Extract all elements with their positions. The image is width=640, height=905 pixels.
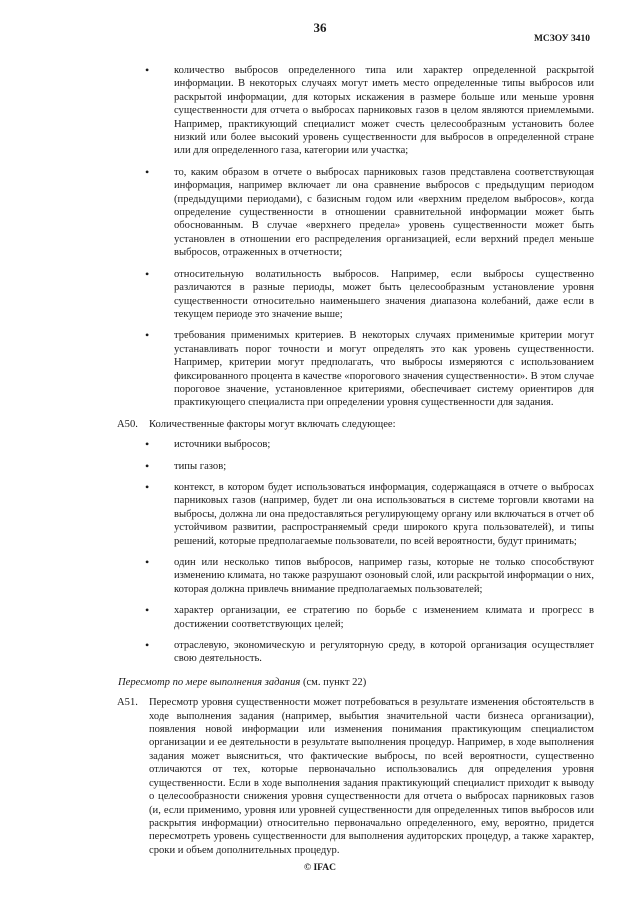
paragraph-a51 xyxy=(118,696,594,857)
bullet-list-a50 xyxy=(118,438,594,666)
list-item: • типы газов; xyxy=(174,460,594,473)
paragraph-number: A50. xyxy=(117,418,138,430)
subheading-italic: Пересмотр по мере выполнения задания xyxy=(118,676,301,688)
page-content xyxy=(118,64,594,864)
paragraph-text: Пересмотр уровня существенности может потребоваться в результате изменения обстоятельств в ходе выполнения задания (например, выбытия значительной части бизнеса организации), появления новой информации или изменения понимания практикующим специалистом организации и ее деятельности в результате выполнения процедур. Например, в ходе выполнения задания может выясниться, что фактические выбросы, по всей вероятности, существенно отличаются от тех, которые первоначально использовались для определения уровня существенности. Если в ходе выполнения задания практикующий специалист приходит к выводу о целесообразности снижения уровня существенности для отчета о выбросах парниковых газов (и, если применимо, уровня или уровней существенности для определенных типов выбросов или раскрытия информации) относительно первоначально определенного, ему, вероятно, придется пересмотреть уровень существенности для выполнения аудиторских процедур, а также характер, сроки и объем дополнительных процедур. xyxy=(149,697,594,856)
paragraph-number: A51. xyxy=(117,697,138,709)
list-item: • требования применимых критериев. В некоторых случаях применимые критерии могут устанавливать порог точности и могут определять это как уровень существенности. Например, критерии могут предполагать, что выбросы измеряются с использованием фиксированного процента в качестве «порогового значения существенности». В этом случае пороговое значение, установленное критериями, обеспечивает систему ориентиров для практикующего специалиста при определении уровня существенности для задания. xyxy=(174,329,594,409)
list-item: • контекст, в котором будет использоваться информация, содержащаяся в отчете о выбросах парниковых газов (например, будет ли она использоваться в системе торговли квотами на выбросы, должна ли она предоставляться регулирующему органу или включаться в отчет об устойчивом развитии, распространяемый среди широкого круга пользователей), и типы решений, которые предполагаемые пользователи, по всей вероятности, будут принимать; xyxy=(174,481,594,548)
list-item: • отраслевую, экономическую и регуляторную среду, в которой организация осуществляет свою деятельность. xyxy=(174,639,594,666)
section-subheading xyxy=(118,676,594,689)
list-item: • характер организации, ее стратегию по борьбе с изменением климата и прогресс в достижении соответствующих целей; xyxy=(174,604,594,631)
list-item: • источники выбросов; xyxy=(174,438,594,451)
footer-copyright: © IFAC xyxy=(304,863,336,873)
paragraph-a50 xyxy=(118,418,594,431)
list-item: • то, каким образом в отчете о выбросах парниковых газов представлена соответствующая информация, например включает ли она сравнение выбросов с предыдущим периодом (предыдущими периодами), с базисным годом или «верхним пределом выбросов», когда определение существенности в отношении сравнительной информации может быть обоснованным. В случае «верхнего предела» уровень существенности может быть установлен в отношении его распределения организацией, если верхний предел меньше выбросов, отраженных в отчетности; xyxy=(174,166,594,260)
list-item: • относительную волатильность выбросов. Например, если выбросы существенно различаются в разные периоды, может быть целесообразным установление уровня существенности относительно наименьшего значения диапазона колебаний, даже если в текущем периоде это значение выше; xyxy=(174,268,594,322)
list-item: • один или несколько типов выбросов, например газы, которые не только способствуют изменению климата, но также разрушают озоновый слой, или раскрытой информации о них, которая должна привлечь внимание предполагаемых пользователей; xyxy=(174,556,594,596)
list-item: • количество выбросов определенного типа или характер определенной раскрытой информации. В некоторых случаях могут иметь место определенные типы выбросов или раскрытой информации, для которых искажения в размере больше или меньше уровня существенности для отчета о выбросах парниковых газов в целом являются приемлемыми. Например, практикующий специалист может счесть целесообразным установить более низкий или более высокий уровень существенности для выбросов в определенной стране или для определенного газа, категории или участка; xyxy=(174,64,594,158)
paragraph-text: Количественные факторы могут включать следующее: xyxy=(149,418,396,430)
bullet-list-top xyxy=(118,64,594,410)
document-code: МСЗОУ 3410 xyxy=(533,34,590,44)
subheading-reference: (см. пункт 22) xyxy=(300,676,367,688)
page-number: 36 xyxy=(313,20,327,35)
